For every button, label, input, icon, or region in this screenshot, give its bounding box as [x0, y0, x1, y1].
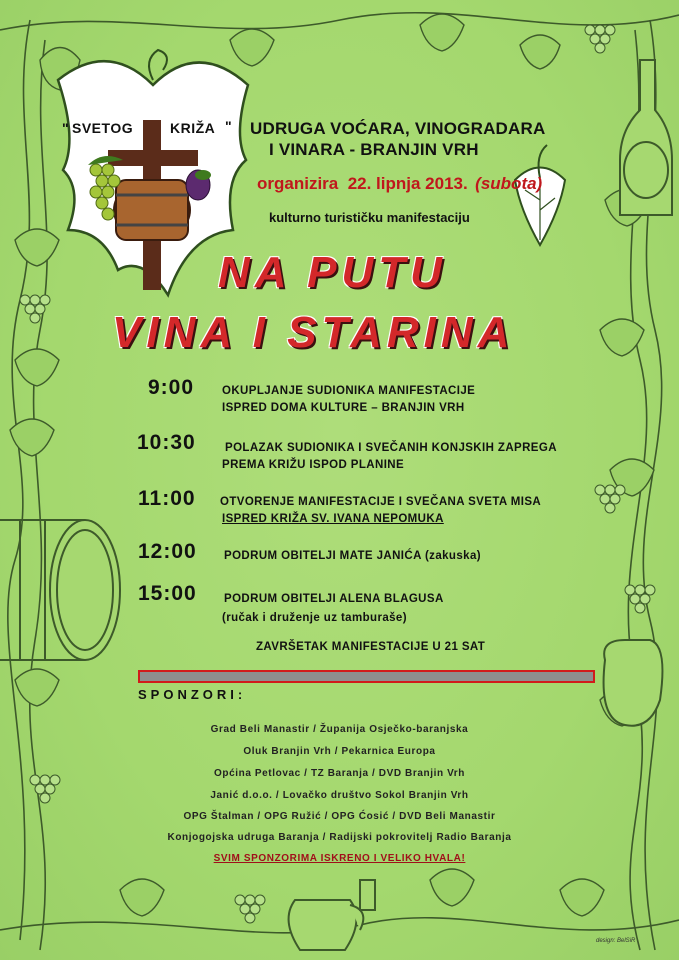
schedule-text: ISPRED DOMA KULTURE – BRANJIN VRH	[222, 402, 465, 414]
event-date: 22. lipnja 2013.	[347, 174, 468, 193]
logo-word-right: KRIŽA	[170, 120, 216, 136]
logo-quote-close: "	[225, 118, 233, 134]
schedule-text: (ručak i druženje uz tamburaše)	[222, 612, 407, 624]
header-line-1: UDRUGA VOĆARA, VINOGRADARA	[250, 119, 546, 138]
event-subtitle: kulturno turističku manifestaciju	[269, 210, 470, 225]
small-leaf-icon	[505, 140, 575, 250]
logo-word-left: SVETOG	[72, 120, 134, 136]
sponsor-line: Janić d.o.o. / Lovačko društvo Sokol Branjin Vrh	[210, 790, 469, 801]
schedule-text: PODRUM OBITELJI ALENA BLAGUSA	[224, 593, 444, 605]
schedule-time: 9:00	[148, 376, 195, 399]
schedule-text: ISPRED KRIŽA SV. IVANA NEPOMUKA	[222, 513, 444, 525]
sponsors-heading: SPONZORI:	[138, 687, 247, 702]
sponsor-line: Grad Beli Manastir / Županija Osječko-baranjska	[210, 724, 469, 735]
organizes-line	[257, 174, 542, 194]
sponsors-thanks: SVIM SPONZORIMA ISKRENO I VELIKO HVALA!	[213, 853, 466, 864]
schedule-text: OKUPLJANJE SUDIONIKA MANIFESTACIJE	[222, 385, 476, 397]
design-credit: design: BelSiR	[596, 938, 636, 944]
logo-quote-open: "	[62, 120, 70, 136]
schedule-time: 11:00	[138, 487, 196, 510]
organizes-prefix: organizira	[257, 174, 339, 193]
header-line-2: I VINARA - BRANJIN VRH	[269, 140, 479, 159]
schedule-text: PREMA KRIŽU ISPOD PLANINE	[222, 459, 405, 471]
schedule-time: 12:00	[138, 540, 197, 563]
sponsor-line: Konjogojska udruga Baranja / Radijski pokrovitelj Radio Baranja	[167, 832, 512, 843]
schedule-time: 15:00	[138, 582, 197, 605]
schedule-text: OTVORENJE MANIFESTACIJE I SVEČANA SVETA MISA	[220, 496, 542, 508]
sponsor-line: OPG Štalman / OPG Ružić / OPG Ćosić / DVD Beli Manastir	[183, 811, 496, 822]
divider-bar	[138, 670, 595, 683]
title-line-2: VINA I STARINA	[112, 308, 515, 357]
sponsor-line: Općina Petlovac / TZ Baranja / DVD Branjin Vrh	[214, 768, 465, 779]
schedule-text: POLAZAK SUDIONIKA I SVEČANIH KONJSKIH ZAPREGA	[225, 442, 557, 454]
schedule-time: 10:30	[137, 431, 196, 454]
schedule-text: PODRUM OBITELJI MATE JANIĆA (zakuska)	[224, 550, 481, 562]
event-day: (subota)	[475, 174, 543, 193]
closing-note: ZAVRŠETAK MANIFESTACIJE U 21 SAT	[256, 641, 486, 653]
sponsor-line: Oluk Branjin Vrh / Pekarnica Europa	[243, 746, 436, 757]
title-line-1: NA PUTU	[218, 248, 447, 297]
